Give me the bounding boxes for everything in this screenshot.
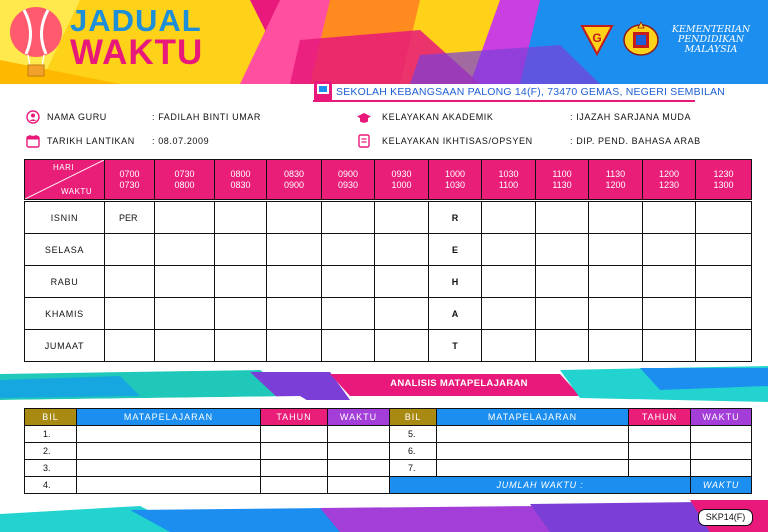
- schedule-cell[interactable]: [322, 298, 375, 330]
- row-number: 6.: [390, 443, 437, 460]
- rehat-letter: E: [429, 234, 482, 266]
- analysis-title-text: ANALISIS MATAPELAJARAN: [390, 378, 528, 389]
- period-cell[interactable]: [691, 426, 752, 443]
- corner-label-waktu: WAKTU: [61, 187, 93, 196]
- subject-cell[interactable]: [77, 477, 261, 494]
- schedule-cell[interactable]: [105, 234, 155, 266]
- subject-cell[interactable]: [437, 460, 629, 477]
- total-label: JUMLAH WAKTU :: [390, 477, 691, 494]
- schedule-cell[interactable]: [322, 266, 375, 298]
- schedule-cell[interactable]: [155, 234, 215, 266]
- row-number: 2.: [25, 443, 77, 460]
- school-name: SEKOLAH KEBANGSAAN PALONG 14(F), 73470 GEMAS, NEGERI SEMBILAN: [336, 86, 725, 98]
- day-row-rabu: [25, 266, 752, 298]
- col-waktu: WAKTU: [691, 409, 752, 426]
- schedule-cell[interactable]: [536, 298, 589, 330]
- slot-start: 1230: [713, 168, 734, 179]
- year-cell[interactable]: [261, 460, 328, 477]
- row-number: 4.: [25, 477, 77, 494]
- subject-row: [25, 443, 752, 460]
- year-cell[interactable]: [629, 426, 691, 443]
- schedule-cell[interactable]: [267, 234, 322, 266]
- rehat-letter: T: [429, 330, 482, 362]
- slot-header: [215, 160, 267, 200]
- year-cell[interactable]: [629, 443, 691, 460]
- slot-end: 0830: [230, 179, 251, 190]
- document-code: SKP14(F): [698, 509, 753, 526]
- footer-background: [0, 500, 768, 532]
- col-bil: BIL: [25, 409, 77, 426]
- schedule-cell[interactable]: [643, 202, 696, 234]
- period-cell[interactable]: [691, 460, 752, 477]
- schedule-cell[interactable]: [589, 298, 643, 330]
- slot-start: 1200: [658, 168, 680, 179]
- schedule-cell[interactable]: [589, 202, 643, 234]
- nama-guru-label: NAMA GURU: [47, 112, 107, 122]
- slot-end: 1200: [605, 179, 626, 190]
- schedule-cell[interactable]: [589, 234, 643, 266]
- day-row-jumaat: [25, 330, 752, 362]
- schedule-cell[interactable]: [696, 330, 752, 362]
- slot-header: [589, 160, 643, 200]
- subject-cell[interactable]: [77, 426, 261, 443]
- svg-text:G: G: [592, 31, 602, 45]
- schedule-cell[interactable]: [155, 298, 215, 330]
- schedule-cell[interactable]: [482, 330, 536, 362]
- slot-end: 1130: [552, 179, 572, 190]
- col-matapelajaran: MATAPELAJARAN: [77, 409, 261, 426]
- day-label: SELASA: [25, 234, 105, 266]
- schedule-cell[interactable]: [482, 298, 536, 330]
- subject-header-row: [25, 409, 752, 426]
- timetable: [24, 159, 752, 362]
- subject-row: [25, 477, 752, 494]
- col-tahun: TAHUN: [261, 409, 328, 426]
- slot-end: 1300: [713, 179, 734, 190]
- subject-cell[interactable]: [77, 460, 261, 477]
- slot-header: [643, 160, 696, 200]
- slot-end: 0930: [337, 179, 359, 190]
- slot-start: 0730: [174, 168, 195, 179]
- subject-row: [25, 460, 752, 477]
- slot-header: [155, 160, 215, 200]
- schedule-cell[interactable]: [155, 266, 215, 298]
- slot-start: 1030: [498, 168, 519, 179]
- schedule-cell[interactable]: [375, 234, 429, 266]
- schedule-cell[interactable]: [105, 298, 155, 330]
- slot-start: 0700: [119, 168, 140, 179]
- schedule-cell[interactable]: [155, 330, 215, 362]
- slot-end: 1000: [391, 179, 412, 190]
- row-number: 3.: [25, 460, 77, 477]
- day-row-isnin: [25, 202, 752, 234]
- nama-guru-value: : FADILAH BINTI UMAR: [152, 112, 262, 122]
- schedule-cell[interactable]: [696, 234, 752, 266]
- total-unit: WAKTU: [691, 477, 752, 494]
- certificate-icon: [357, 134, 371, 148]
- schedule-cell[interactable]: [643, 266, 696, 298]
- schedule-cell[interactable]: [482, 234, 536, 266]
- rehat-letter: H: [429, 266, 482, 298]
- school-underline: [313, 100, 695, 102]
- page-title-line1: JADUAL: [70, 3, 202, 38]
- slot-end: 0900: [283, 179, 305, 190]
- slot-header: [267, 160, 322, 200]
- period-cell[interactable]: [328, 477, 390, 494]
- slot-start: 1000: [444, 168, 466, 179]
- hot-air-balloon-icon: [6, 6, 66, 80]
- slot-end: 1230: [658, 179, 680, 190]
- day-label: ISNIN: [25, 202, 105, 234]
- row-number: 5.: [390, 426, 437, 443]
- schedule-cell[interactable]: [696, 266, 752, 298]
- schedule-cell[interactable]: [375, 202, 429, 234]
- rehat-letter: R: [429, 202, 482, 234]
- schedule-cell[interactable]: [643, 330, 696, 362]
- schedule-cell[interactable]: [375, 298, 429, 330]
- subject-analysis-table: [24, 408, 752, 494]
- col-waktu: WAKTU: [328, 409, 390, 426]
- schedule-cell[interactable]: [267, 202, 322, 234]
- schedule-cell[interactable]: [215, 234, 267, 266]
- schedule-cell[interactable]: [482, 202, 536, 234]
- schedule-cell[interactable]: [696, 298, 752, 330]
- schedule-cell[interactable]: [536, 266, 589, 298]
- timetable-corner-cell: [25, 160, 105, 200]
- schedule-cell[interactable]: [215, 266, 267, 298]
- slot-start: 0900: [337, 168, 359, 179]
- schedule-cell[interactable]: PER: [105, 202, 155, 234]
- tarikh-lantikan-value: : 08.07.2009: [152, 136, 210, 146]
- slot-header: [429, 160, 482, 200]
- school-logo-icon: [580, 22, 614, 56]
- schedule-cell[interactable]: [155, 202, 215, 234]
- schedule-cell[interactable]: [536, 330, 589, 362]
- graduation-cap-icon: [357, 111, 371, 125]
- schedule-cell[interactable]: [696, 202, 752, 234]
- schedule-cell[interactable]: [589, 330, 643, 362]
- schedule-cell[interactable]: [105, 330, 155, 362]
- schedule-cell[interactable]: [536, 234, 589, 266]
- slot-end: 0800: [174, 179, 195, 190]
- schedule-cell[interactable]: [322, 330, 375, 362]
- timetable-header-row: [25, 160, 752, 200]
- analysis-title: [0, 378, 768, 389]
- year-cell[interactable]: [261, 477, 328, 494]
- schedule-cell[interactable]: [215, 330, 267, 362]
- schedule-cell[interactable]: [589, 266, 643, 298]
- schedule-cell[interactable]: [267, 298, 322, 330]
- schedule-cell[interactable]: [375, 330, 429, 362]
- subject-row: [25, 426, 752, 443]
- slot-start: 1130: [605, 168, 626, 179]
- day-row-selasa: [25, 234, 752, 266]
- slot-start: 0830: [283, 168, 305, 179]
- slot-header: [536, 160, 589, 200]
- corner-label-hari: HARI: [53, 163, 75, 172]
- slot-header: [696, 160, 752, 200]
- day-row-khamis: [25, 298, 752, 330]
- schedule-cell[interactable]: [322, 234, 375, 266]
- year-cell[interactable]: [261, 443, 328, 460]
- kelayakan-ikhtisas-value: : DIP. PEND. BAHASA ARAB: [570, 136, 701, 146]
- slot-header: [375, 160, 429, 200]
- book-icon: [313, 80, 333, 102]
- schedule-cell[interactable]: [215, 298, 267, 330]
- schedule-cell[interactable]: [267, 266, 322, 298]
- col-bil: BIL: [390, 409, 437, 426]
- schedule-cell[interactable]: [643, 234, 696, 266]
- period-cell[interactable]: [328, 426, 390, 443]
- year-cell[interactable]: [629, 460, 691, 477]
- slot-end: 0730: [119, 179, 140, 190]
- subject-cell[interactable]: [77, 443, 261, 460]
- schedule-cell[interactable]: [536, 202, 589, 234]
- year-cell[interactable]: [261, 426, 328, 443]
- period-cell[interactable]: [328, 443, 390, 460]
- calendar-icon: [26, 134, 40, 148]
- rehat-letter: A: [429, 298, 482, 330]
- subject-cell[interactable]: [437, 426, 629, 443]
- schedule-cell[interactable]: [375, 266, 429, 298]
- kelayakan-akademik-label: KELAYAKAN AKADEMIK: [382, 112, 494, 122]
- schedule-cell[interactable]: [643, 298, 696, 330]
- day-label: RABU: [25, 266, 105, 298]
- day-label: JUMAAT: [25, 330, 105, 362]
- kelayakan-akademik-value: : IJAZAH SARJANA MUDA: [570, 112, 692, 122]
- teacher-icon: [26, 110, 40, 124]
- slot-end: 1030: [444, 179, 466, 190]
- slot-header: [105, 160, 155, 200]
- page-title-line2: WAKTU: [70, 33, 204, 72]
- period-cell[interactable]: [328, 460, 390, 477]
- tarikh-lantikan-label: TARIKH LANTIKAN: [47, 136, 135, 146]
- header-banner: [0, 0, 768, 84]
- row-number: 1.: [25, 426, 77, 443]
- schedule-cell[interactable]: [215, 202, 267, 234]
- slot-header: [482, 160, 536, 200]
- col-matapelajaran: MATAPELAJARAN: [437, 409, 629, 426]
- slot-start: 0930: [391, 168, 412, 179]
- subject-cell[interactable]: [437, 443, 629, 460]
- slot-header: [322, 160, 375, 200]
- slot-end: 1100: [498, 179, 519, 190]
- col-tahun: TAHUN: [629, 409, 691, 426]
- period-cell[interactable]: [691, 443, 752, 460]
- schedule-cell[interactable]: [105, 266, 155, 298]
- schedule-cell[interactable]: [482, 266, 536, 298]
- schedule-cell[interactable]: [322, 202, 375, 234]
- schedule-cell[interactable]: [267, 330, 322, 362]
- slot-start: 0800: [230, 168, 251, 179]
- kelayakan-ikhtisas-label: KELAYAKAN IKHTISAS/OPSYEN: [382, 136, 533, 146]
- slot-start: 1100: [552, 168, 572, 179]
- day-label: KHAMIS: [25, 298, 105, 330]
- malaysia-crest-icon: [621, 20, 661, 58]
- row-number: 7.: [390, 460, 437, 477]
- ministry-name: KEMENTERIAN PENDIDIKAN MALAYSIA: [671, 24, 751, 55]
